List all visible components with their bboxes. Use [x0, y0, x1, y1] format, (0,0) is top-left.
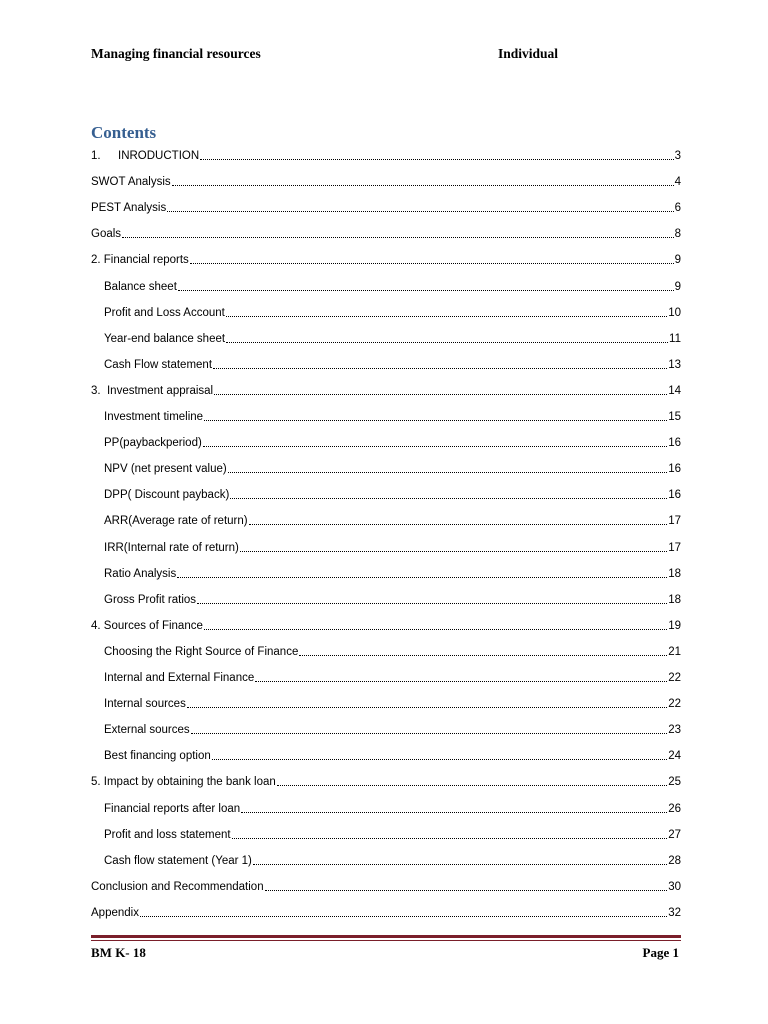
toc-dot-leader: [240, 541, 667, 552]
toc-entry-page: 4: [674, 176, 681, 189]
footer-course-code: BM K- 18: [91, 945, 146, 960]
toc-entry-label: Goals: [91, 228, 122, 241]
toc-entry[interactable]: [104, 562, 681, 580]
toc-entry-title: [91, 385, 213, 397]
page-header: [91, 46, 681, 66]
toc-entry-title: [104, 568, 176, 580]
toc-entry-title: [91, 150, 199, 162]
toc-entry[interactable]: [104, 823, 681, 841]
toc-entry[interactable]: [91, 770, 681, 788]
toc-dot-leader: [200, 149, 673, 160]
toc-entry[interactable]: [104, 301, 681, 319]
toc-entry-page: 17: [668, 541, 681, 554]
toc-dot-leader: [190, 253, 674, 264]
toc-entry-label: Gross Profit ratios: [104, 593, 197, 606]
toc-entry-page: 3: [674, 150, 681, 162]
toc-entry-label: Internal and External Finance: [104, 672, 255, 684]
toc-entry-page: 6: [674, 202, 681, 215]
toc-entry-page: 18: [668, 593, 681, 606]
toc-entry[interactable]: [91, 170, 681, 188]
toc-entry[interactable]: [104, 353, 681, 371]
footer-divider-thin: [91, 940, 681, 941]
toc-entry[interactable]: [104, 483, 681, 501]
contents-heading: Contents: [91, 123, 157, 142]
toc-entry-title: [104, 803, 240, 815]
toc-entry-label: Cash Flow statement: [104, 358, 213, 371]
toc-dot-leader: [226, 306, 667, 317]
toc-dot-leader: [299, 645, 667, 656]
toc-entry[interactable]: [104, 536, 681, 554]
toc-dot-leader: [255, 671, 667, 682]
toc-dot-leader: [228, 462, 667, 473]
toc-entry-page: 9: [674, 280, 681, 293]
toc-entry-page: 9: [674, 254, 681, 267]
toc-entry-label: 5. Impact by obtaining the bank loan: [91, 776, 276, 789]
page-footer: [91, 945, 681, 963]
toc-entry-label: Choosing the Right Source of Finance: [104, 645, 299, 658]
toc-entry-label: External sources: [104, 724, 190, 737]
toc-entry-label: PEST Analysis: [91, 202, 167, 215]
toc-entry-page: 30: [668, 880, 681, 893]
header-assignment-type: Individual: [498, 46, 559, 61]
toc-entry[interactable]: [91, 144, 681, 162]
toc-entry-page: 13: [668, 358, 681, 371]
toc-entry-title: [91, 907, 139, 919]
toc-entry-label: 4. Sources of Finance: [91, 619, 203, 632]
toc-entry-label: PP(paybackperiod): [104, 437, 202, 450]
toc-entry-page: 32: [668, 906, 681, 919]
toc-entry[interactable]: [104, 797, 681, 815]
toc-entry-label: Internal sources: [104, 698, 186, 711]
toc-entry[interactable]: [91, 222, 681, 240]
toc-entry-page: 16: [668, 463, 681, 476]
toc-entry-page: 8: [674, 228, 681, 241]
toc-entry-title: [91, 202, 166, 214]
toc-dot-leader: [191, 723, 668, 734]
toc-dot-leader: [177, 567, 667, 578]
toc-entry-title: [91, 881, 264, 893]
toc-dot-leader: [277, 775, 667, 786]
toc-dot-leader: [140, 906, 667, 917]
toc-dot-leader: [265, 880, 668, 891]
toc-entry[interactable]: [104, 692, 681, 710]
toc-entry[interactable]: [104, 509, 681, 527]
toc-entry-title: [91, 254, 189, 266]
toc-entry-label: Financial reports after loan: [104, 802, 241, 815]
toc-entry-title: [104, 829, 231, 841]
toc-entry-label: SWOT Analysis: [91, 176, 171, 189]
toc-dot-leader: [249, 514, 668, 525]
toc-entry-title: [104, 463, 227, 475]
toc-dot-leader: [212, 749, 667, 760]
toc-dot-leader: [197, 593, 667, 604]
toc-entry-title: [104, 855, 252, 867]
toc-entry-label: IRR(Internal rate of return): [104, 541, 239, 554]
toc-dot-leader: [172, 175, 674, 186]
toc-entry[interactable]: [104, 640, 681, 658]
toc-entry[interactable]: [104, 431, 681, 449]
toc-entry[interactable]: [104, 666, 681, 684]
toc-entry[interactable]: [91, 379, 681, 397]
toc-entry-label: 3. Investment appraisal: [91, 384, 214, 397]
toc-entry-page: 22: [668, 672, 681, 684]
toc-entry-label: INRODUCTION: [118, 150, 200, 162]
toc-entry[interactable]: [104, 405, 681, 423]
toc-entry-label: DPP( Discount payback): [104, 489, 230, 502]
toc-entry-title: [104, 724, 190, 736]
toc-entry[interactable]: [104, 744, 681, 762]
toc-entry-page: 26: [668, 802, 681, 815]
toc-entry-label: Conclusion and Recommendation: [91, 880, 264, 893]
toc-entry-number: 1.: [91, 150, 101, 162]
toc-dot-leader: [226, 332, 668, 343]
toc-entry-page: 28: [668, 854, 681, 867]
toc-dot-leader: [167, 201, 673, 212]
toc-entry-page: 16: [668, 489, 681, 502]
toc-entry-label: Cash flow statement (Year 1): [104, 854, 252, 867]
footer-divider: [91, 935, 681, 938]
header-course-title: Managing financial resources: [91, 46, 261, 61]
toc-entry-title: [104, 307, 225, 319]
toc-entry-title: [104, 646, 298, 658]
toc-entry-label: Year-end balance sheet: [104, 332, 226, 345]
toc-entry-label: 2. Financial reports: [91, 254, 189, 267]
toc-entry-page: 14: [668, 384, 681, 397]
toc-entry[interactable]: [104, 457, 681, 475]
toc-entry[interactable]: [91, 614, 681, 632]
toc-entry-title: [104, 750, 211, 762]
toc-entry[interactable]: [91, 901, 681, 919]
toc-entry-label: Best financing option: [104, 750, 211, 763]
toc-entry-title: [104, 698, 186, 710]
toc-entry-title: [104, 672, 254, 684]
toc-entry-page: 15: [668, 411, 681, 423]
toc-entry-page: 11: [669, 332, 681, 345]
toc-dot-leader: [241, 802, 667, 813]
toc-entry-label: NPV (net present value): [104, 463, 227, 476]
toc-dot-leader: [213, 358, 667, 369]
toc-entry-page: 23: [668, 724, 681, 737]
toc-entry-label: ARR(Average rate of return): [104, 515, 248, 528]
toc-entry[interactable]: [91, 196, 681, 214]
toc-entry-title: [91, 228, 121, 240]
toc-dot-leader: [204, 410, 667, 421]
toc-entry-label: Balance sheet: [104, 280, 177, 293]
toc-entry[interactable]: [91, 248, 681, 266]
toc-entry-label: Profit and Loss Account: [104, 306, 225, 319]
toc-dot-leader: [214, 384, 667, 395]
toc-entry-label: Investment timeline: [104, 411, 204, 423]
toc-entry-title: [104, 333, 225, 345]
toc-dot-leader: [204, 619, 667, 630]
footer-page-number: Page 1: [642, 945, 679, 960]
toc-entry-title: [104, 515, 248, 527]
toc-entry-title: [104, 411, 203, 423]
toc-entry-label: Profit and loss statement: [104, 828, 231, 841]
toc-entry-page: 27: [668, 828, 681, 841]
toc-entry-title: [91, 176, 171, 188]
toc-entry[interactable]: [104, 327, 681, 345]
toc-entry[interactable]: [104, 275, 681, 293]
toc-entry-page: 21: [668, 645, 681, 658]
toc-entry-title: [91, 620, 203, 632]
toc-entry-page: 24: [668, 750, 681, 763]
toc-entry[interactable]: [91, 875, 681, 893]
toc-entry[interactable]: [104, 849, 681, 867]
toc-entry[interactable]: [104, 718, 681, 736]
toc-dot-leader: [253, 854, 667, 865]
toc-entry-title: [104, 437, 202, 449]
toc-entry-page: 10: [668, 306, 681, 319]
toc-entry-title: [91, 776, 276, 788]
toc-entry-title: [104, 281, 177, 293]
toc-entry-page: 18: [668, 567, 681, 580]
toc-dot-leader: [232, 828, 668, 839]
toc-dot-leader: [187, 697, 667, 708]
toc-entry-page: 22: [668, 698, 681, 711]
toc-dot-leader: [178, 280, 674, 291]
toc-entry-title: [104, 594, 196, 606]
toc-dot-leader: [122, 227, 674, 238]
toc-entry-title: [104, 542, 239, 554]
toc-entry-label: Appendix: [91, 906, 139, 919]
toc-entry-page: 19: [668, 619, 681, 632]
toc-entry-page: 25: [668, 776, 681, 789]
toc-dot-leader: [230, 488, 667, 499]
toc-dot-leader: [203, 436, 667, 447]
toc-entry-title: [104, 489, 229, 501]
toc-entry-label: Ratio Analysis: [104, 567, 177, 580]
toc-entry-title: [104, 359, 212, 371]
toc-entry[interactable]: [104, 588, 681, 606]
toc-entry-page: 16: [668, 437, 681, 450]
toc-entry-page: 17: [668, 515, 681, 528]
